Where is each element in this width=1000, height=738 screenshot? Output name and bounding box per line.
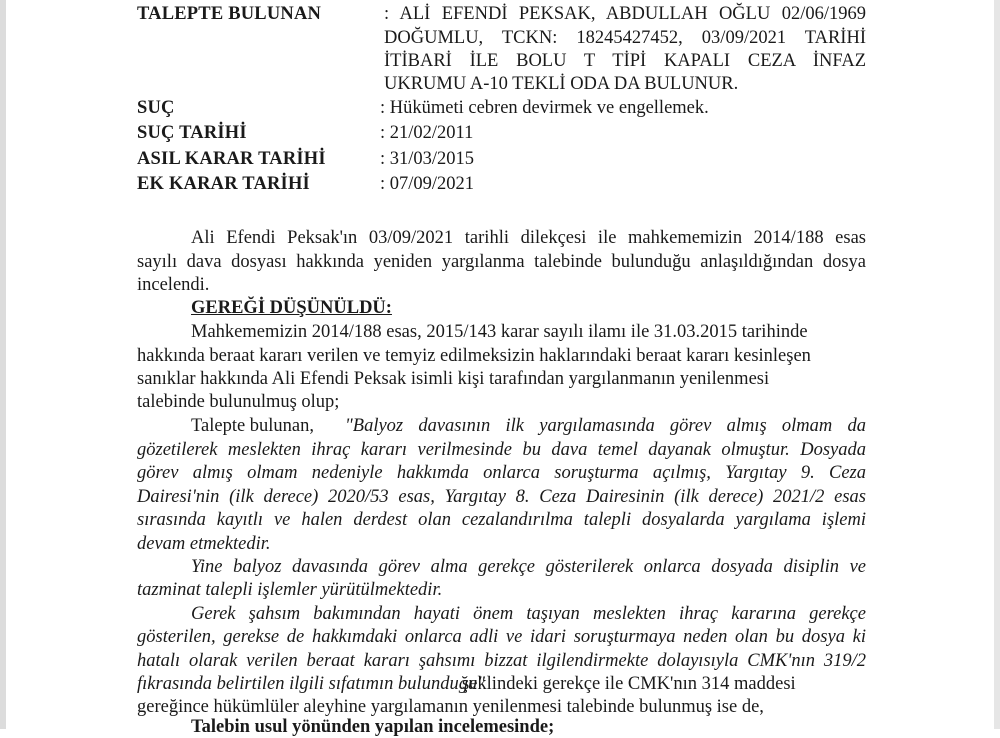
para2-prefix: Talepte bulunan, xyxy=(191,416,315,436)
label-asil-karar-tarihi: ASIL KARAR TARİHİ xyxy=(137,149,326,169)
para2-line-4: Dairesi'nin (ilk derece) 2020/53 esas, Yargıtay 8. Ceza Dairesinin (ilk derece) 2021/2 esas xyxy=(137,487,866,507)
para1-line-1: Mahkememizin 2014/188 esas, 2015/143 karar sayılı ilamı ile 31.03.2015 tarihinde xyxy=(191,322,808,342)
page-right-edge xyxy=(994,0,1000,729)
footer-heading: Talebin usul yönünden yapılan incelemesinde; xyxy=(191,717,555,737)
para2-line-5: sırasında kayıtlı ve halen derdest olan cezalandırılma talepli dosyalarda yargılama işlemi xyxy=(137,510,866,530)
para2-line-1: "Balyoz davasının ilk yargılamasında görev almış olmam da xyxy=(345,416,866,436)
label-talepte-bulunan: TALEPTE BULUNAN xyxy=(137,4,322,24)
talepte-line-2: DOĞUMLU, TCKN: 18245427452, 03/09/2021 TARİHİ xyxy=(384,28,866,48)
para1-line-4: talebinde bulunulmuş olup; xyxy=(137,392,340,412)
value-ek-karar-tarihi: : 07/09/2021 xyxy=(380,174,475,194)
intro-line-1: Ali Efendi Peksak'ın 03/09/2021 tarihli dilekçesi ile mahkememizin 2014/188 esas xyxy=(191,228,866,248)
value-suc: : Hükümeti cebren devirmek ve engellemek. xyxy=(380,98,709,118)
page-left-edge xyxy=(0,0,6,729)
para2-line-2: gözetilerek meslekten ihraç kararı verilmesinde bu dava temel dayanak olmuştur. Dosyada xyxy=(137,440,866,460)
para3-line-1: Yine balyoz davasında görev alma gerekçe gösterilerek onlarca dosyada disiplin ve xyxy=(191,557,866,577)
para4-line-4: fıkrasında belirtilen ilgili sıfatımın bulunduğu" xyxy=(137,674,485,694)
para2-line-3: görev almış olmam nedeniyle hakkımda onlarca soruşturma açılmış, Yargıtay 9. Ceza xyxy=(137,463,866,483)
para1-line-2: hakkında beraat kararı verilen ve temyiz edilmeksizin haklarındaki beraat kararı kesinleşen xyxy=(137,346,811,366)
section-heading: GEREĞİ DÜŞÜNÜLDÜ: xyxy=(191,298,392,318)
talepte-line-4: UKRUMU A-10 TEKLİ ODA DA BULUNUR. xyxy=(384,74,739,94)
para4-line-3: hatalı olarak verilen beraat kararı şahsımı bizzat ilgilendirmekte dolayısıyla CMK'nın 319/2 xyxy=(137,651,866,671)
value-suc-tarihi: : 21/02/2011 xyxy=(380,123,474,143)
label-suc: SUÇ xyxy=(137,98,175,118)
value-asil-karar-tarihi: : 31/03/2015 xyxy=(380,149,475,169)
label-ek-karar-tarihi: EK KARAR TARİHİ xyxy=(137,174,310,194)
para4-tail: şeklindeki gerekçe ile CMK'nın 314 maddesi xyxy=(462,674,796,694)
para2-line-6: devam etmektedir. xyxy=(137,534,271,554)
intro-line-2: sayılı dava dosyası hakkında yeniden yargılanma talebinde bulunduğu anlaşıldığından dosya xyxy=(137,252,866,272)
para3-line-2: tazminat talepli işlemler yürütülmektedir. xyxy=(137,580,443,600)
para1-line-3: sanıklar hakkında Ali Efendi Peksak isimli kişi tarafından yargılanmanın yenilenmesi xyxy=(137,369,770,389)
para4-line-1: Gerek şahsım bakımından hayati önem taşıyan meslekten ihraç kararına gerekçe xyxy=(191,604,866,624)
para4-line-2: gösterilen, gerekse de hakkımdaki onlarca adli ve idari soruşturmaya neden olan bu dosya ki xyxy=(137,627,866,647)
intro-line-3: incelendi. xyxy=(137,275,210,295)
label-suc-tarihi: SUÇ TARİHİ xyxy=(137,123,247,143)
talepte-line-3: İTİBARİ İLE BOLU T TİPİ KAPALI CEZA İNFAZ xyxy=(384,51,866,71)
talepte-line-1: : ALİ EFENDİ PEKSAK, ABDULLAH OĞLU 02/06/1969 xyxy=(384,4,866,24)
para4-line-5: gereğince hükümlüler aleyhine yargılamanın yenilenmesi talebinde bulunmuş ise de, xyxy=(137,697,764,717)
